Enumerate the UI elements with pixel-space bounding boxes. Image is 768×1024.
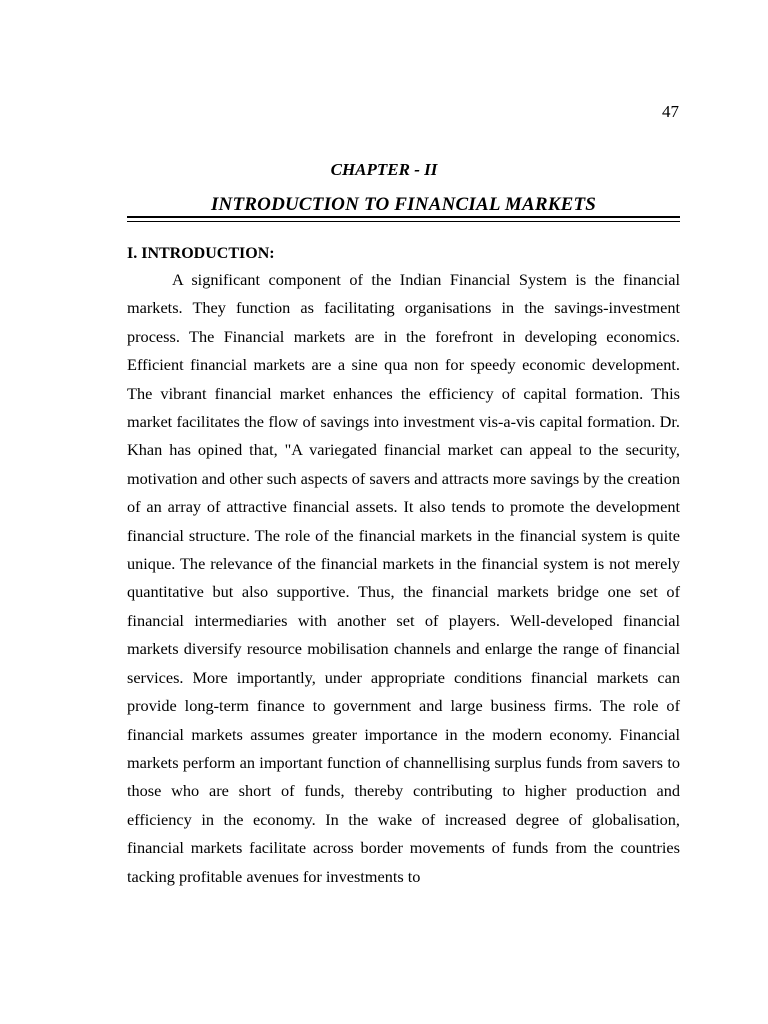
page-number: 47 <box>662 102 679 121</box>
section-heading: I. INTRODUCTION: <box>127 245 275 262</box>
body-paragraph: A significant component of the Indian Financial System is the financial markets. They function as facilitating organisations in the savings-investment process. The Financial markets are in the forefront in developing economics. Efficient financial markets are a sine qua non for speedy economic development. The vibrant financial market enhances the efficiency of capital formation. This market facilitates the flow of savings into investment vis-a-vis capital formation. Dr. Khan has opined that, "A variegated financial market can appeal to the security, motivation and other such aspects of savers and attracts more savings by the creation of an array of attractive financial assets. It also tends to promote the development financial structure. The role of the financial markets in the financial system is quite unique. The relevance of the financial markets in the financial system is not merely quantitative but also supportive. Thus, the financial markets bridge one set of financial intermediaries with another set of players. Well-developed financial markets diversify resource mobilisation channels and enlarge the range of financial services. More importantly, under appropriate conditions financial markets can provide long-term finance to government and large business firms. The role of financial markets assumes greater importance in the modern economy. Financial markets perform an important function of channellising surplus funds from savers to those who are short of funds, thereby contributing to higher production and efficiency in the economy. In the wake of increased degree of globalisation, financial markets facilitate across border movements of funds from the countries tacking profitable avenues for investments to <box>127 270 680 886</box>
chapter-label: CHAPTER - II <box>330 160 438 179</box>
title-underline-rule <box>127 216 680 222</box>
chapter-title: INTRODUCTION TO FINANCIAL MARKETS <box>210 194 597 215</box>
